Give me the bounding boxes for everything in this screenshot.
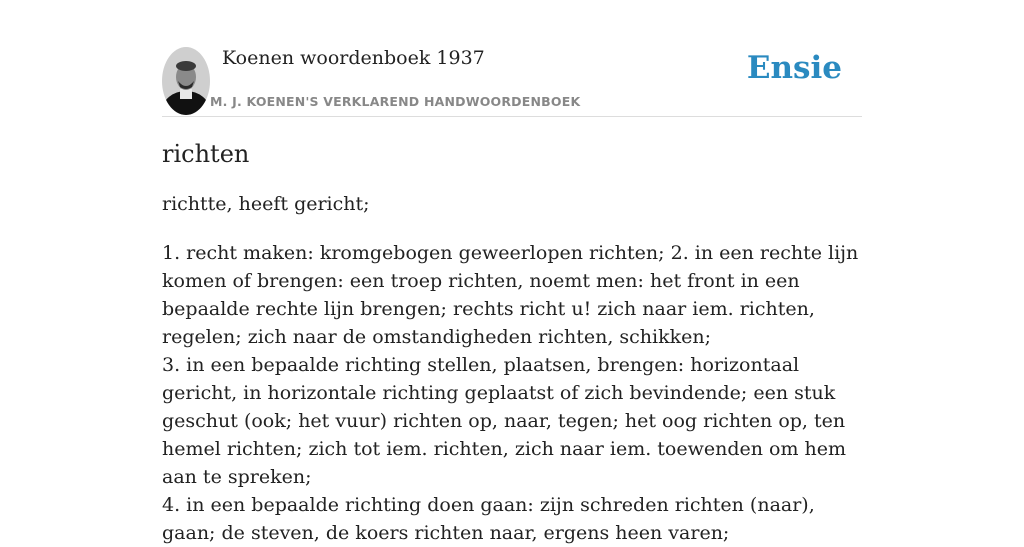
entry-forms: richtte, heeft gericht; xyxy=(162,193,370,215)
ensie-logo[interactable]: Ensie xyxy=(746,50,842,86)
entry-definition xyxy=(162,239,862,547)
definition-sense: 1. recht maken: kromgebogen geweerlopen richten; 2. in een rechte lijn komen of brengen: een troep richten, noemt men: het front in een bepaalde rechte lijn brengen; rechts richt u! zich naar iem. richten, regelen; zich naar de omstandigheden richten, schikken; xyxy=(162,242,859,348)
definition-sense: 3. in een bepaalde richting stellen, plaatsen, brengen: horizontaal gericht, in horizontale richting geplaatst of zich bevindende; een stuk geschut (ook; het vuur) richten op, naar, tegen; het oog richten op, ten hemel richten; zich tot iem. richten, zich naar iem. toewenden om hem aan te spreken; xyxy=(162,354,847,488)
book-subtitle: M. J. KOENEN'S VERKLAREND HANDWOORDENBOEK xyxy=(210,94,581,109)
entry-headword: richten xyxy=(162,140,250,168)
site-header xyxy=(162,46,862,117)
book-title[interactable]: Koenen woordenboek 1937 xyxy=(222,47,485,69)
definition-sense: 4. in een bepaalde richting doen gaan: zijn schreden richten (naar), gaan; de steven, de koers richten naar, ergens heen varen; xyxy=(162,494,815,544)
author-portrait-icon xyxy=(162,47,210,115)
